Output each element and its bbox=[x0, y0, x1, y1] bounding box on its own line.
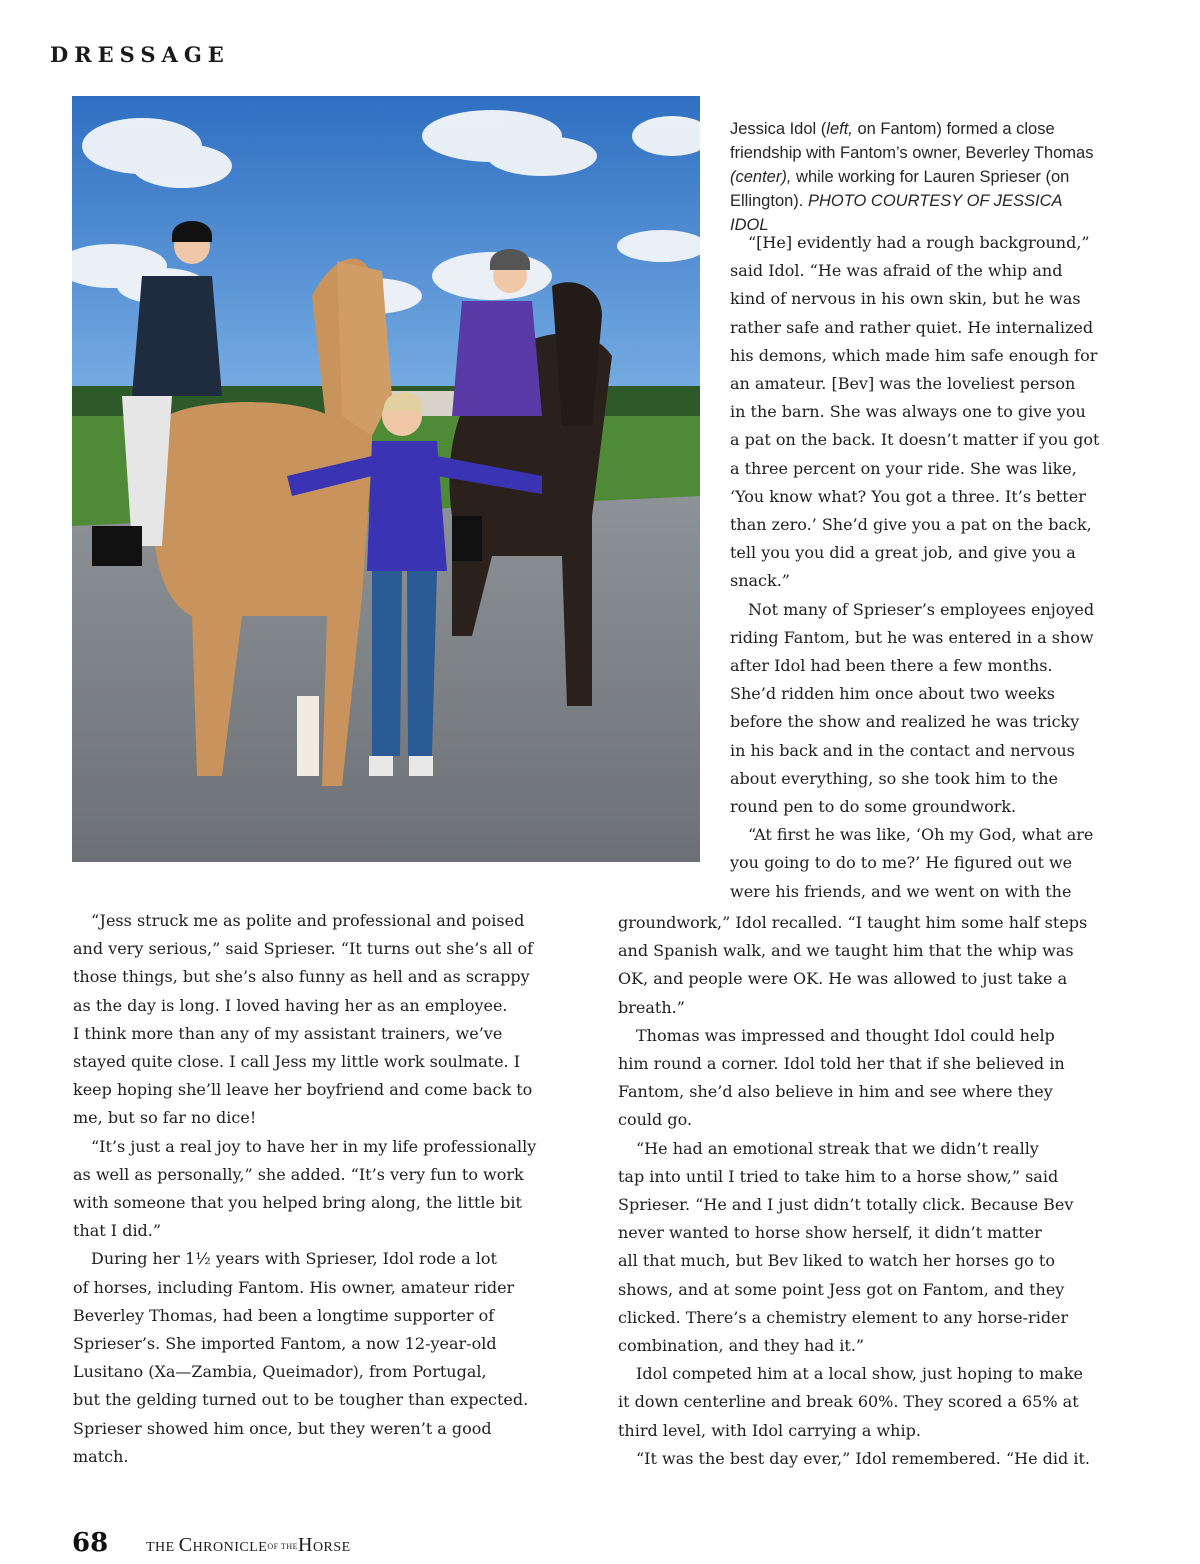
text-line: an amateur. [Bev] was the loveliest person bbox=[730, 374, 1076, 394]
text-line: groundwork,” Idol recalled. “I taught him some half steps bbox=[618, 913, 1088, 932]
caption-text: Jessica Idol ( bbox=[730, 120, 827, 138]
paragraph bbox=[730, 821, 1130, 906]
photo-caption bbox=[730, 117, 1100, 237]
text-line: match. bbox=[73, 1446, 129, 1466]
text-line: riding Fantom, but he was entered in a show bbox=[730, 627, 1094, 647]
text-line: Idol competed him at a local show, just hoping to make bbox=[636, 1364, 1083, 1384]
text-line: Sprieser’s. She imported Fantom, a now 12-year-old bbox=[73, 1334, 497, 1354]
caption-text: Ellington). bbox=[730, 192, 808, 210]
text-line: and very serious,” said Sprieser. “It turns out she’s all of bbox=[73, 939, 534, 959]
text-line: “It was the best day ever,” Idol remembered. “He did it. bbox=[636, 1448, 1090, 1468]
text-line: of horses, including Fantom. His owner, amateur rider bbox=[73, 1277, 515, 1297]
text-line: it down centerline and break 60%. They scored a 65% at bbox=[618, 1392, 1079, 1412]
magazine-masthead bbox=[146, 1534, 351, 1557]
text-line: Sprieser. “He and I just didn’t totally click. Because Bev bbox=[618, 1195, 1074, 1215]
text-line: ‘You know what? You got a three. It’s better bbox=[730, 486, 1086, 506]
section-label: DRESSAGE bbox=[50, 42, 230, 67]
caption-text: while working for Lauren Sprieser (on bbox=[791, 168, 1070, 186]
article-photo bbox=[72, 96, 700, 862]
text-line: all that much, but Bev liked to watch her horses go to bbox=[618, 1251, 1055, 1271]
text-line: those things, but she’s also funny as hell and as scrappy bbox=[73, 967, 530, 987]
text-line: him round a corner. Idol told her that if she believed in bbox=[618, 1054, 1065, 1074]
article-column-left bbox=[73, 907, 573, 1471]
text-line: that I did.” bbox=[73, 1221, 162, 1241]
text-line: “He had an emotional streak that we didn’t really bbox=[636, 1138, 1039, 1158]
caption-text: friendship with Fantom’s owner, Beverley Thomas bbox=[730, 144, 1094, 162]
text-line: OK, and people were OK. He was allowed to just take a bbox=[618, 969, 1068, 989]
photo-credit: PHOTO COURTESY OF JESSICA IDOL bbox=[730, 192, 1062, 234]
paragraph-continued bbox=[618, 909, 1128, 1022]
text-line: could go. bbox=[618, 1110, 693, 1130]
paragraph bbox=[73, 1133, 573, 1246]
paragraph bbox=[618, 1360, 1128, 1445]
text-line: his demons, which made him safe enough for bbox=[730, 345, 1098, 365]
text-line: never wanted to horse show herself, it didn’t matter bbox=[618, 1223, 1042, 1243]
text-line: before the show and realized he was tricky bbox=[730, 712, 1080, 732]
text-line: me, but so far no dice! bbox=[73, 1108, 257, 1128]
masthead-part: THE bbox=[146, 1540, 179, 1555]
caption-italic: left, bbox=[826, 120, 853, 138]
text-line: “At first he was like, ‘Oh my God, what are bbox=[748, 825, 1094, 845]
text-line: about everything, so she took him to the bbox=[730, 768, 1058, 788]
text-line: in the barn. She was always one to give you bbox=[730, 402, 1086, 422]
masthead-part: H bbox=[297, 1534, 313, 1556]
paragraph bbox=[618, 1022, 1128, 1135]
text-line: were his friends, and we went on with the bbox=[730, 881, 1072, 901]
text-line: round pen to do some groundwork. bbox=[730, 797, 1017, 817]
article-column-right-top bbox=[730, 229, 1130, 906]
text-line: keep hoping she’ll leave her boyfriend and come back to bbox=[73, 1080, 533, 1100]
text-line: tell you you did a great job, and give you a bbox=[730, 543, 1076, 563]
text-line: as the day is long. I loved having her as an employee. bbox=[73, 995, 508, 1015]
text-line: third level, with Idol carrying a whip. bbox=[618, 1420, 921, 1440]
text-line: breath.” bbox=[618, 997, 685, 1017]
text-line: a pat on the back. It doesn’t matter if you got bbox=[730, 430, 1100, 450]
text-line: said Idol. “He was afraid of the whip and bbox=[730, 261, 1063, 281]
text-line: you going to do to me?’ He figured out we bbox=[730, 853, 1073, 873]
text-line: in his back and in the contact and nervous bbox=[730, 740, 1075, 760]
masthead-part: ORSE bbox=[312, 1540, 351, 1555]
paragraph bbox=[73, 1245, 573, 1471]
paragraph bbox=[730, 596, 1130, 822]
text-line: snack.” bbox=[730, 571, 790, 591]
text-line: “It’s just a real joy to have her in my life professionally bbox=[91, 1136, 537, 1156]
paragraph bbox=[618, 1445, 1128, 1473]
text-line: Lusitano (Xa—Zambia, Queimador), from Portugal, bbox=[73, 1362, 487, 1382]
text-line: combination, and they had it.” bbox=[618, 1336, 865, 1356]
text-line: “[He] evidently had a rough background,” bbox=[748, 233, 1090, 252]
text-line: kind of nervous in his own skin, but he was bbox=[730, 289, 1081, 309]
masthead-part: C bbox=[178, 1534, 193, 1556]
text-line: after Idol had been there a few months. bbox=[730, 656, 1053, 676]
masthead-part: OF THE bbox=[267, 1541, 298, 1551]
text-line: and Spanish walk, and we taught him that the whip was bbox=[618, 941, 1074, 961]
article-column-right-bottom bbox=[618, 909, 1128, 1473]
text-line: stayed quite close. I call Jess my little work soulmate. I bbox=[73, 1052, 521, 1072]
text-line: shows, and at some point Jess got on Fantom, and they bbox=[618, 1279, 1065, 1299]
text-line: Beverley Thomas, had been a longtime supporter of bbox=[73, 1305, 495, 1325]
caption-italic: (center), bbox=[730, 168, 792, 186]
paragraph bbox=[730, 229, 1130, 596]
text-line: Not many of Sprieser’s employees enjoyed bbox=[748, 599, 1095, 619]
text-line: but the gelding turned out to be tougher than expected. bbox=[73, 1390, 529, 1410]
text-line: She’d ridden him once about two weeks bbox=[730, 684, 1056, 704]
paragraph bbox=[618, 1135, 1128, 1361]
text-line: a three percent on your ride. She was like, bbox=[730, 458, 1077, 478]
text-line: tap into until I tried to take him to a horse show,” said bbox=[618, 1166, 1059, 1186]
text-line: with someone that you helped bring along, the little bit bbox=[73, 1193, 522, 1213]
text-line: Fantom, she’d also believe in him and see where they bbox=[618, 1082, 1053, 1102]
text-line: “Jess struck me as polite and professional and poised bbox=[91, 911, 525, 930]
text-line: Thomas was impressed and thought Idol could help bbox=[636, 1025, 1055, 1045]
masthead-part: HRONICLE bbox=[192, 1540, 268, 1555]
caption-text: on Fantom) formed a close bbox=[852, 120, 1055, 138]
text-line: Sprieser showed him once, but they weren’t a good bbox=[73, 1418, 492, 1438]
text-line: as well as personally,” she added. “It’s very fun to work bbox=[73, 1164, 524, 1184]
page-number: 68 bbox=[72, 1528, 109, 1558]
paragraph bbox=[73, 907, 573, 1133]
text-line: During her 1½ years with Sprieser, Idol rode a lot bbox=[91, 1249, 497, 1269]
text-line: than zero.’ She’d give you a pat on the back, bbox=[730, 515, 1092, 535]
photo-illustration bbox=[72, 96, 700, 862]
text-line: I think more than any of my assistant trainers, we’ve bbox=[73, 1023, 503, 1043]
text-line: rather safe and rather quiet. He internalized bbox=[730, 317, 1094, 337]
text-line: clicked. There’s a chemistry element to any horse-rider bbox=[618, 1307, 1069, 1327]
